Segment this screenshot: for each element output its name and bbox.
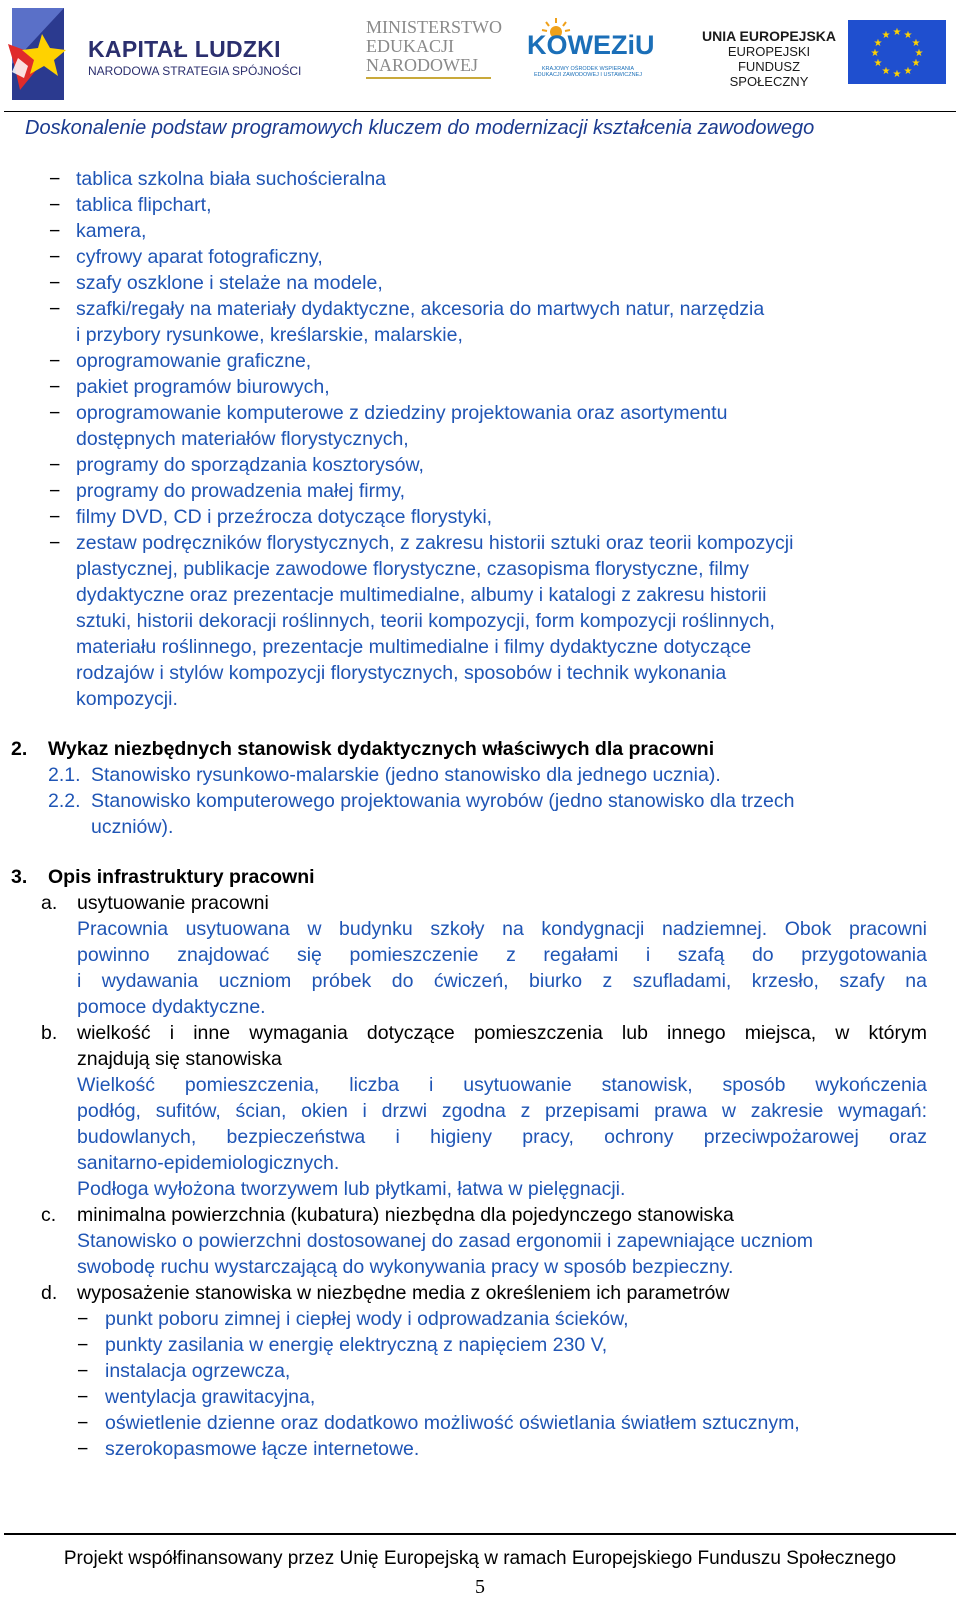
media-list-item: szerokopasmowe łącze internetowe. (105, 1438, 420, 1460)
svg-text:★: ★ (914, 48, 924, 59)
list-item: tablica flipchart, (76, 194, 212, 216)
list-dash: − (49, 350, 61, 372)
list-dash: − (49, 506, 61, 528)
svg-text:★: ★ (873, 38, 883, 49)
list-item: programy do sporządzania kosztorysów, (76, 454, 424, 476)
svg-text:★: ★ (911, 58, 921, 69)
section-3-heading: Opis infrastruktury pracowni (48, 866, 315, 888)
item-c-body: Stanowisko o powierzchni dostosowanej do zasad ergonomii i zapewniające uczniom (77, 1230, 813, 1252)
list-dash: − (49, 454, 61, 476)
section-2-number: 2. (11, 738, 28, 760)
list-item-continuation: sztuki, historii dekoracji roślinnych, teorii kompozycji, form kompozycji roślinnych, (76, 610, 775, 632)
list-item: szafy oszklone i stelaże na modele, (76, 272, 383, 294)
list-item: oprogramowanie graficzne, (76, 350, 312, 372)
item-b-title: znajdują się stanowiska (77, 1048, 282, 1070)
list-item: cyfrowy aparat fotograficzny, (76, 246, 323, 268)
page-number: 5 (475, 1576, 485, 1598)
item-c-letter: c. (41, 1204, 57, 1226)
item-b-body: budowlanych, bezpieczeństwa i higieny pracy, ochrony przeciwpożarowej oraz (77, 1126, 927, 1148)
list-dash: − (77, 1438, 89, 1460)
list-dash: − (49, 298, 61, 320)
kapital-ludzki-title: KAPITAŁ LUDZKI (88, 36, 281, 62)
subsection-text: Stanowisko komputerowego projektowania wyrobów (jedno stanowisko dla trzech (91, 790, 795, 812)
list-item: pakiet programów biurowych, (76, 376, 330, 398)
list-dash: − (77, 1308, 89, 1330)
list-item-continuation: dostępnych materiałów florystycznych, (76, 428, 409, 450)
svg-text:★: ★ (903, 30, 913, 41)
svg-text:★: ★ (903, 66, 913, 77)
list-dash: − (77, 1334, 89, 1356)
item-d-title: wyposażenie stanowiska w niezbędne media z określeniem ich parametrów (77, 1282, 730, 1304)
ministry-line-1: MINISTERSTWO (366, 17, 502, 37)
list-item: szafki/regały na materiały dydaktyczne, akcesoria do martwych natur, narzędzia (76, 298, 765, 320)
list-item-continuation: plastycznej, publikacje zawodowe florystyczne, czasopisma florystyczne, filmy (76, 558, 750, 580)
eu-flag-icon (848, 20, 946, 84)
section-2-heading: Wykaz niezbędnych stanowisk dydaktycznych właściwych dla pracowni (48, 738, 715, 760)
footer-text: Projekt współfinansowany przez Unię Europejską w ramach Europejskiego Funduszu Społecznego (63, 1548, 897, 1569)
list-dash: − (49, 194, 61, 216)
ministry-logo (366, 18, 502, 79)
kapital-ludzki-subtitle: NARODOWA STRATEGIA SPÓJNOŚCI (88, 64, 302, 78)
list-dash: − (77, 1412, 89, 1434)
koweziu-logo (527, 22, 655, 82)
list-item-continuation: materiału roślinnego, prezentacje multimedialne i filmy dydaktyczne dotyczące (76, 636, 752, 658)
ministry-line-2: EDUKACJI (366, 36, 454, 56)
list-item: kamera, (76, 220, 147, 242)
eu-line-1: UNIA EUROPEJSKA (701, 28, 837, 44)
svg-text:★: ★ (881, 30, 891, 41)
list-item: zestaw podręczników florystycznych, z zakresu historii sztuki oraz teorii kompozycji (76, 532, 794, 554)
list-dash: − (49, 220, 61, 242)
item-b-title: wielkość i inne wymagania dotyczące pomieszczenia lub innego miejsca, w którym (77, 1022, 927, 1044)
list-dash: − (49, 246, 61, 268)
list-item: filmy DVD, CD i przeźrocza dotyczące florystyki, (76, 506, 493, 528)
list-item: programy do prowadzenia małej firmy, (76, 480, 406, 502)
media-list-item: oświetlenie dzienne oraz dodatkowo możliwość oświetlania światłem sztucznym, (105, 1412, 800, 1434)
list-dash: − (49, 168, 61, 190)
kapital-ludzki-logo (4, 4, 86, 104)
item-b-body: Wielkość pomieszczenia, liczba i usytuowanie stanowisk, sposób wykończenia (77, 1074, 927, 1096)
item-a-body: i wydawania uczniom próbek do ćwiczeń, biurko z szufladami, krzesło, szafy na (77, 970, 927, 992)
item-a-title: usytuowanie pracowni (77, 892, 269, 914)
document-header-title: Doskonalenie podstaw programowych kluczem do modernizacji kształcenia zawodowego (25, 117, 815, 139)
eu-line-3: FUNDUSZ SPOŁECZNY (729, 59, 809, 89)
svg-text:★: ★ (892, 69, 902, 80)
ministry-line-3: NARODOWEJ (366, 55, 478, 75)
footer-rule (4, 1533, 956, 1535)
list-item-continuation: dydaktyczne oraz prezentacje multimedialne, albumy i katalogi z zakresu historii (76, 584, 767, 606)
svg-text:★: ★ (873, 58, 883, 69)
svg-text:★: ★ (870, 48, 880, 59)
list-dash: − (49, 272, 61, 294)
subsection-number: 2.2. (48, 790, 81, 812)
list-dash: − (49, 532, 61, 554)
list-item-continuation: rodzajów i stylów kompozycji florystycznych, sposobów i technik wykonania (76, 662, 727, 684)
item-a-body: Pracownia usytuowana w budynku szkoły na kondygnacji nadziemnej. Obok pracowni (77, 918, 927, 940)
item-b-letter: b. (41, 1022, 58, 1044)
svg-text:★: ★ (911, 38, 921, 49)
list-dash: − (49, 402, 61, 424)
item-a-body: pomoce dydaktyczne. (77, 996, 266, 1018)
item-d-letter: d. (41, 1282, 58, 1304)
media-list-item: punkt poboru zimnej i ciepłej wody i odprowadzania ścieków, (105, 1308, 629, 1330)
eu-line-2: EUROPEJSKI (727, 44, 811, 59)
koweziu-subtitle: KRAJOWY OŚRODEK WSPIERANIA EDUKACJI ZAWODOWEJ I USTAWICZNEJ (534, 66, 642, 78)
list-item: oprogramowanie komputerowe z dziedziny projektowania oraz asortymentu (76, 402, 728, 424)
svg-text:★: ★ (892, 27, 902, 38)
eu-fund-text (700, 28, 838, 89)
item-c-title: minimalna powierzchnia (kubatura) niezbędna dla pojedynczego stanowiska (77, 1204, 734, 1226)
media-list-item: instalacja ogrzewcza, (105, 1360, 291, 1382)
section-3-number: 3. (11, 866, 28, 888)
header-rule (4, 111, 956, 112)
list-dash: − (49, 480, 61, 502)
item-b-body: Podłoga wyłożona tworzywem lub płytkami, łatwa w pielęgnacji. (77, 1178, 626, 1200)
koweziu-name: KOWEZiU (527, 30, 655, 60)
item-b-body: podłóg, sufitów, ścian, okien i drzwi zgodna z przepisami prawa w zakresie wymagań: (77, 1100, 927, 1122)
subsection-text-continuation: uczniów). (91, 816, 174, 838)
list-item: tablica szkolna biała suchościeralna (76, 168, 387, 190)
logo-bar (0, 0, 960, 112)
svg-text:★: ★ (881, 66, 891, 77)
item-c-body: swobodę ruchu wystarczającą do wykonywania pracy w sposób bezpieczny. (77, 1256, 734, 1278)
subsection-text: Stanowisko rysunkowo-malarskie (jedno stanowisko dla jednego ucznia). (91, 764, 721, 786)
item-a-letter: a. (41, 892, 58, 914)
subsection-number: 2.1. (48, 764, 81, 786)
kapital-ludzki-text (88, 36, 301, 78)
media-list-item: wentylacja grawitacyjna, (105, 1386, 316, 1408)
media-list-item: punkty zasilania w energię elektryczną z napięciem 230 V, (105, 1334, 608, 1356)
list-dash: − (49, 376, 61, 398)
item-b-body: sanitarno-epidemiologicznych. (77, 1152, 340, 1174)
list-item-continuation: i przybory rysunkowe, kreślarskie, malarskie, (76, 324, 463, 346)
list-item-continuation: kompozycji. (76, 688, 178, 710)
list-dash: − (77, 1360, 89, 1382)
list-dash: − (77, 1386, 89, 1408)
item-a-body: powinno znajdować się pomieszczenie z regałami i szafą do przygotowania (77, 944, 927, 966)
